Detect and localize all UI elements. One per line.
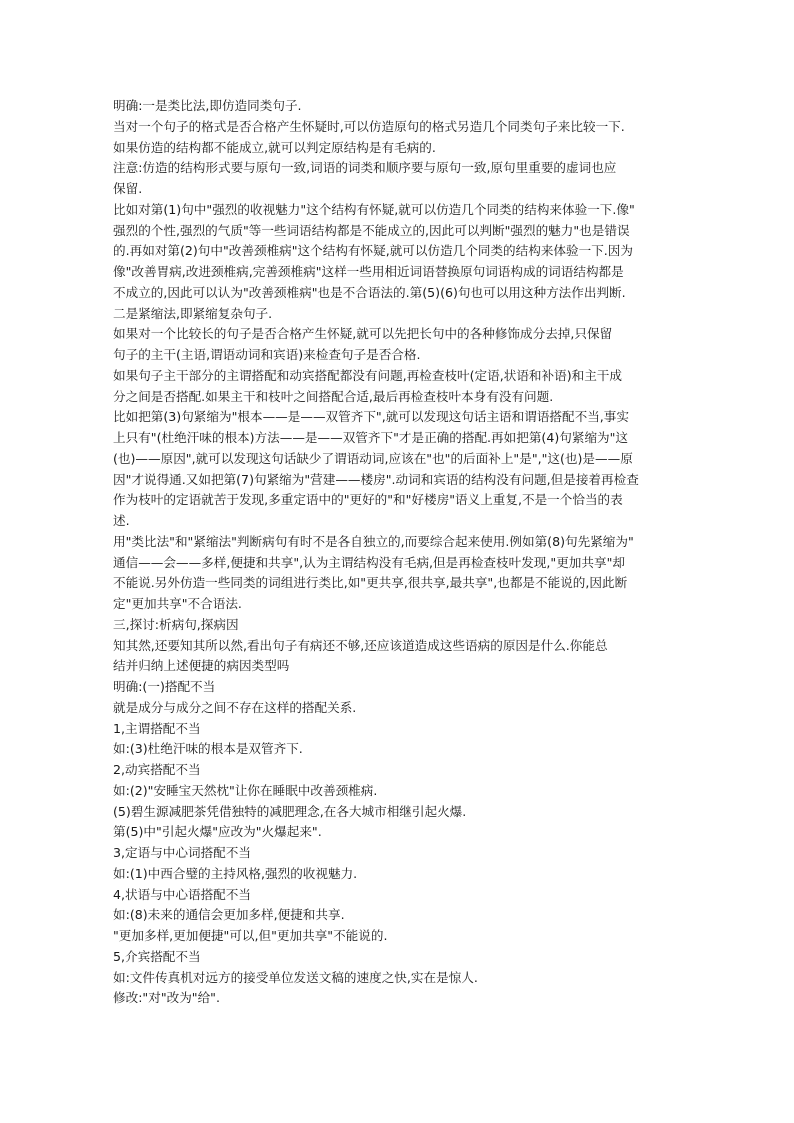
text-line: 知其然,还要知其所以然,看出句子有病还不够,还应该道造成这些语病的原因是什么.你能总 [113, 637, 608, 653]
text-line: 比如对第(1)句中"强烈的收视魅力"这个结构有怀疑,就可以仿造几个同类的结构来体验一下.像" [113, 201, 635, 217]
text-line: "更加多样,更加便捷"可以,但"更加共享"不能说的. [113, 928, 388, 943]
text-line: 明确:一是类比法,即仿造同类句子. [113, 98, 302, 113]
text-line: 分之间是否搭配.如果主干和枝叶之间搭配合适,最后再检查枝叶本身有没有问题. [113, 388, 554, 404]
text-line: 三,探讨:析病句,探病因 [113, 616, 239, 632]
text-line: 2,动宾搭配不当 [113, 762, 201, 777]
text-line: 不成立的,因此可以认为"改善颈椎病"也是不合语法的.第(5)(6)句也可以用这种方法作出判断. [113, 284, 626, 300]
text-line: 句子的主干(主语,谓语动词和宾语)来检查句子是否合格. [113, 347, 421, 362]
text-line: 二是紧缩法,即紧缩复杂句子. [113, 305, 273, 321]
text-line: 结并归纳上述便捷的病因类型吗 [113, 658, 290, 674]
text-line: 如果对一个比较长的句子是否合格产生怀疑,就可以先把长句中的各种修饰成分去掉,只保留 [113, 326, 613, 342]
text-line: 如:(3)杜绝汗味的根本是双管齐下. [113, 741, 303, 757]
text-line: 如:文件传真机对远方的接受单位发送文稿的速度之快,实在是惊人. [113, 969, 478, 985]
text-line: 上只有"(杜绝汗味的根本)方法——是——双管齐下"才是正确的搭配.再如把第(4)句紧缩为"这 [113, 430, 629, 445]
text-line: (也)——原因",就可以发现这句话缺少了谓语动词,应该在"也"的后面补上"是","这(也)是——原 [113, 450, 633, 466]
text-line: 修改:"对"改为"给". [113, 990, 220, 1006]
text-line: 定"更加共享"不合语法. [113, 596, 242, 611]
text-line: 5,介宾搭配不当 [113, 948, 201, 964]
text-line: 如果句子主干部分的主谓搭配和动宾搭配都没有问题,再检查枝叶(定语,状语和补语)和主干成 [113, 367, 622, 383]
text-line: 像"改善胃病,改进颈椎病,完善颈椎病"这样一些用相近词语替换原句词语构成的词语结构都是 [113, 264, 624, 279]
text-line: 强烈的个性,强烈的气质"等一些词语结构都是不能成立的,因此可以判断"强烈的魅力"也是错误 [113, 222, 630, 238]
text-line: 4,状语与中心语搭配不当 [113, 886, 251, 902]
text-line: 通信——会——多样,便捷和共享",认为主谓结构没有毛病,但是再检查枝叶发现,"更加共享"却 [113, 554, 625, 570]
text-line: (5)碧生源减肥茶凭借独特的减肥理念,在各大城市相继引起火爆. [113, 803, 467, 819]
text-line: 1,主谓搭配不当 [113, 720, 201, 736]
text-line: 述. [113, 513, 130, 528]
text-line: 的.再如对第(2)句中"改善颈椎病"这个结构有怀疑,就可以仿造几个同类的结构来体验一下.因为 [113, 243, 633, 259]
text-line: 明确:(一)搭配不当 [113, 679, 216, 694]
text-line: 如:(1)中西合璧的主持风格,强烈的收视魅力. [113, 865, 358, 881]
text-line: 保留. [113, 181, 143, 196]
text-line: 如果仿造的结构都不能成立,就可以判定原结构是有毛病的. [113, 139, 436, 155]
text-line: 不能说.另外仿造一些同类的词组进行类比,如"更共享,很共享,最共享",也都是不能说的,因此断 [113, 575, 628, 591]
document-body [113, 96, 687, 1009]
text-line: 注意:仿造的结构形式要与原句一致,词语的词类和顺序要与原句一致,原句里重要的虚词也应 [113, 160, 617, 176]
text-line: 比如把第(3)句紧缩为"根本——是——双管齐下",就可以发现这句话主语和谓语搭配不当,事实 [113, 409, 629, 425]
text-line: 第(5)中"引起火爆"应改为"火爆起来". [113, 824, 322, 840]
text-line: 因"才说得通.又如把第(7)句紧缩为"营建——楼房".动词和宾语的结构没有问题,但是接着再检查 [113, 471, 639, 487]
text-line: 用"类比法"和"紧缩法"判断病句有时不是各自独立的,而要综合起来使用.例如第(8)句先紧缩为" [113, 533, 634, 549]
text-line: 如:(2)"安睡宝天然枕"让你在睡眠中改善颈椎病. [113, 782, 378, 798]
text-line: 就是成分与成分之间不存在这样的搭配关系. [113, 699, 357, 715]
text-line: 当对一个句子的格式是否合格产生怀疑时,可以仿造原句的格式另造几个同类句子来比较一下. [113, 118, 625, 134]
text-line: 如:(8)未来的通信会更加多样,便捷和共享. [113, 907, 345, 923]
text-line: 3,定语与中心词搭配不当 [113, 845, 251, 860]
text-line: 作为枝叶的定语就苦于发现,多重定语中的"更好的"和"好楼房"语义上重复,不是一个恰当的表 [113, 492, 623, 508]
